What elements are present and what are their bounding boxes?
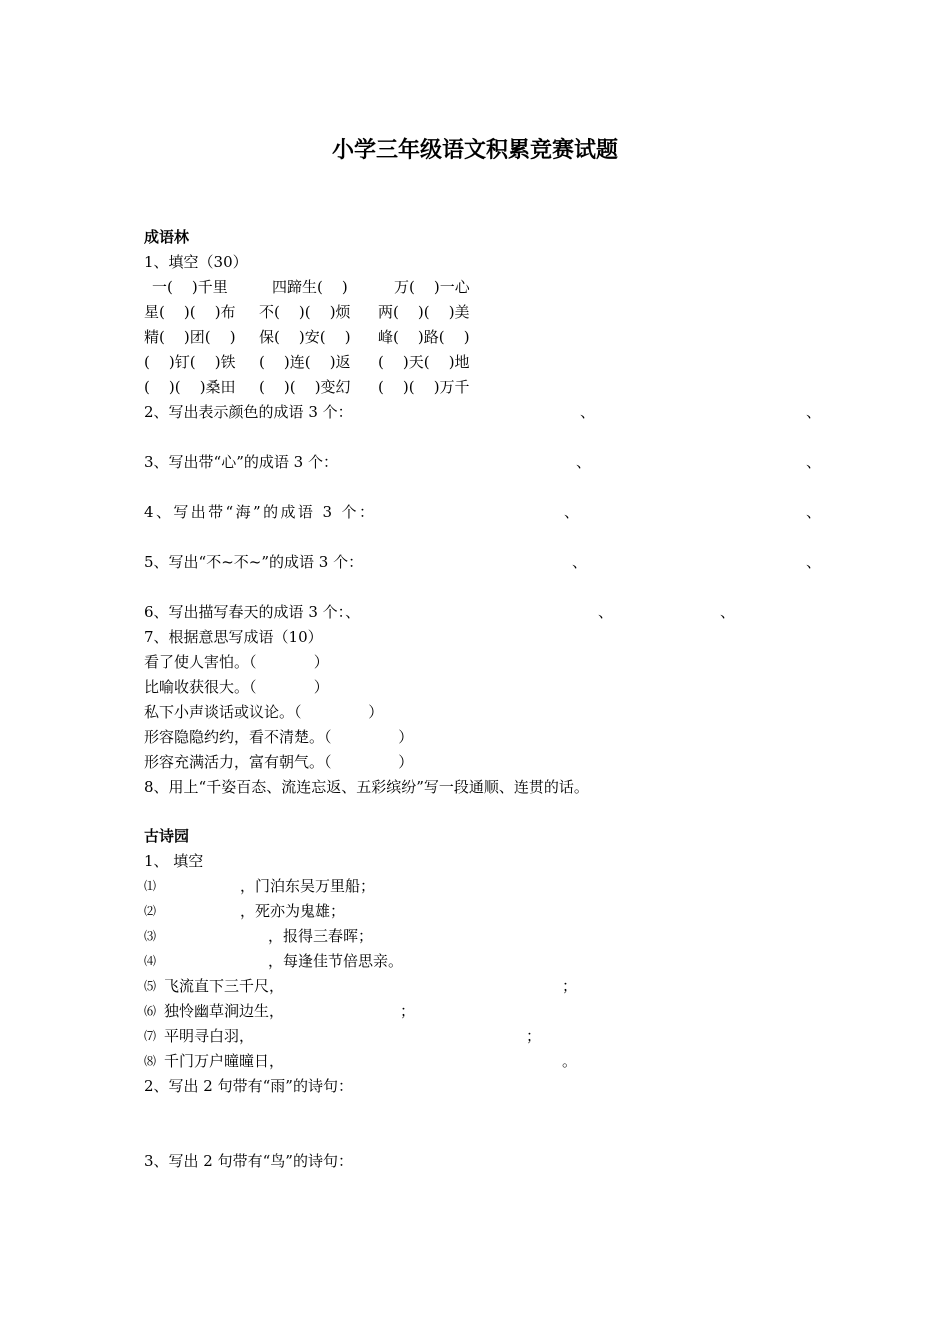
line-number: ⑸ bbox=[144, 979, 157, 993]
section-heading-poems: 古诗园 bbox=[144, 827, 190, 845]
poem-line: ，每逢佳节倍思亲。 bbox=[268, 952, 404, 970]
definition-item: 形容充满活力，富有朝气。（ ） bbox=[144, 753, 414, 771]
question-4: 4、写出带“海”的成语 3 个： bbox=[144, 503, 377, 521]
separator: 、 bbox=[598, 603, 614, 621]
fill-blank-cell: ( )钉( )铁 bbox=[144, 353, 236, 371]
line-end-mark: ； bbox=[400, 1002, 416, 1020]
question-3: 3、写出带“心”的成语 3 个： bbox=[144, 453, 338, 471]
definition-item: 私下小声谈话或议论。（ ） bbox=[144, 703, 384, 721]
page-title: 小学三年级语文积累竞赛试题 bbox=[331, 137, 618, 163]
line-number: ⑻ bbox=[144, 1054, 157, 1068]
question-8: 8、用上“千姿百态、流连忘返、五彩缤纷”写一段通顺、连贯的话。 bbox=[144, 778, 589, 796]
line-end-mark: ； bbox=[562, 977, 578, 995]
definition-item: 看了使人害怕。（ ） bbox=[144, 653, 329, 671]
fill-blank-cell: 一( )千里 bbox=[152, 278, 228, 296]
poem-question-2: 2、写出 2 句带有“雨”的诗句： bbox=[144, 1077, 353, 1095]
separator: 、 bbox=[806, 403, 822, 421]
question-5: 5、写出“不~不~”的成语 3 个： bbox=[144, 553, 364, 571]
separator: 、 bbox=[564, 503, 580, 521]
fill-blank-cell: ( )( )变幻 bbox=[259, 378, 351, 396]
fill-blank-cell: 峰( )路( ) bbox=[378, 328, 470, 346]
separator: 、 bbox=[806, 503, 822, 521]
question-7: 7、根据意思写成语（10） bbox=[144, 628, 323, 646]
fill-blank-cell: 两( )( )美 bbox=[378, 303, 470, 321]
line-number: ⑶ bbox=[144, 929, 157, 943]
fill-blank-cell: 星( )( )布 bbox=[144, 303, 236, 321]
definition-item: 比喻收获很大。（ ） bbox=[144, 678, 329, 696]
fill-blank-cell: ( )天( )地 bbox=[378, 353, 470, 371]
line-end-mark: 。 bbox=[562, 1052, 578, 1070]
separator: 、 bbox=[580, 403, 596, 421]
line-number: ⑺ bbox=[144, 1029, 157, 1043]
poem-line: 独怜幽草涧边生， bbox=[164, 1002, 285, 1020]
fill-blank-cell: ( )( )桑田 bbox=[144, 378, 236, 396]
line-number: ⑷ bbox=[144, 954, 157, 968]
line-number: ⑴ bbox=[144, 879, 157, 893]
fill-blank-cell: 精( )团( ) bbox=[144, 328, 236, 346]
section-heading-idioms: 成语林 bbox=[144, 228, 190, 246]
line-end-mark: ； bbox=[526, 1027, 542, 1045]
poem-question-1: 1、 填空 bbox=[144, 852, 204, 870]
poem-line: ，报得三春晖； bbox=[268, 927, 374, 945]
fill-blank-cell: 四蹄生( ) bbox=[272, 278, 348, 296]
poem-line: ，死亦为鬼雄； bbox=[240, 902, 346, 920]
separator: 、 bbox=[572, 553, 588, 571]
poem-line: 千门万户曈曈日， bbox=[164, 1052, 285, 1070]
line-number: ⑹ bbox=[144, 1004, 157, 1018]
separator: 、 bbox=[720, 603, 736, 621]
question-6: 6、写出描写春天的成语 3 个：、 bbox=[144, 603, 361, 621]
question-2: 2、写出表示颜色的成语 3 个： bbox=[144, 403, 353, 421]
fill-blank-cell: 不( )( )烦 bbox=[259, 303, 351, 321]
fill-blank-cell: 保( )安( ) bbox=[259, 328, 351, 346]
definition-item: 形容隐隐约约，看不清楚。（ ） bbox=[144, 728, 414, 746]
fill-blank-cell: ( )( )万千 bbox=[378, 378, 470, 396]
question-1: 1、填空（30） bbox=[144, 253, 248, 271]
fill-blank-cell: 万( )一心 bbox=[394, 278, 470, 296]
poem-line: ，门泊东吴万里船； bbox=[240, 877, 376, 895]
separator: 、 bbox=[576, 453, 592, 471]
line-number: ⑵ bbox=[144, 904, 157, 918]
separator: 、 bbox=[806, 453, 822, 471]
fill-blank-cell: ( )连( )返 bbox=[259, 353, 351, 371]
poem-line: 飞流直下三千尺， bbox=[164, 977, 285, 995]
separator: 、 bbox=[806, 553, 822, 571]
poem-question-3: 3、写出 2 句带有“鸟”的诗句： bbox=[144, 1152, 353, 1170]
poem-line: 平明寻白羽， bbox=[164, 1027, 255, 1045]
